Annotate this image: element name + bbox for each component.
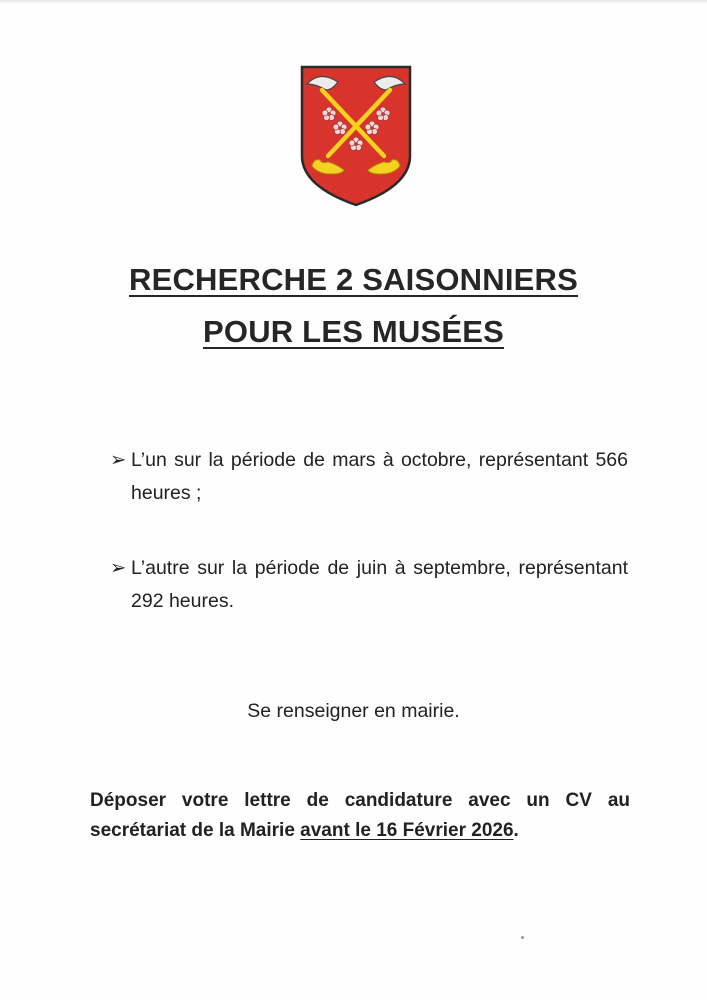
shield-field	[302, 67, 410, 205]
list-item-text: L’un sur la période de mars à octobre, représentant 566 heures ;	[131, 449, 628, 504]
list-item-text: L’autre sur la période de juin à septembre, représentant 292 heures.	[131, 557, 628, 612]
page-title-line-2	[0, 314, 707, 350]
page-title-line-1	[0, 262, 707, 298]
arrow-bullet-icon: ➢	[110, 449, 127, 471]
deposit-line-2-lead: secrétariat de la Mairie	[90, 820, 301, 841]
list-item	[110, 444, 628, 510]
deposit-instructions	[90, 786, 630, 846]
title-line-1-text: RECHERCHE 2 SAISONNIERS	[128, 262, 578, 297]
deposit-line-1: Déposer votre lettre de candidature avec un CV au	[90, 790, 630, 811]
deposit-end: .	[513, 820, 519, 841]
list-item	[110, 552, 628, 618]
scan-edge	[0, 0, 707, 4]
title-line-2-text: POUR LES MUSÉES	[203, 314, 504, 349]
arrow-bullet-icon: ➢	[110, 557, 127, 579]
scan-speck	[521, 936, 524, 939]
deadline-text: avant le 16 Février 2026	[300, 820, 514, 841]
info-line: Se renseigner en mairie.	[247, 700, 460, 722]
coat-of-arms-icon	[298, 64, 414, 208]
